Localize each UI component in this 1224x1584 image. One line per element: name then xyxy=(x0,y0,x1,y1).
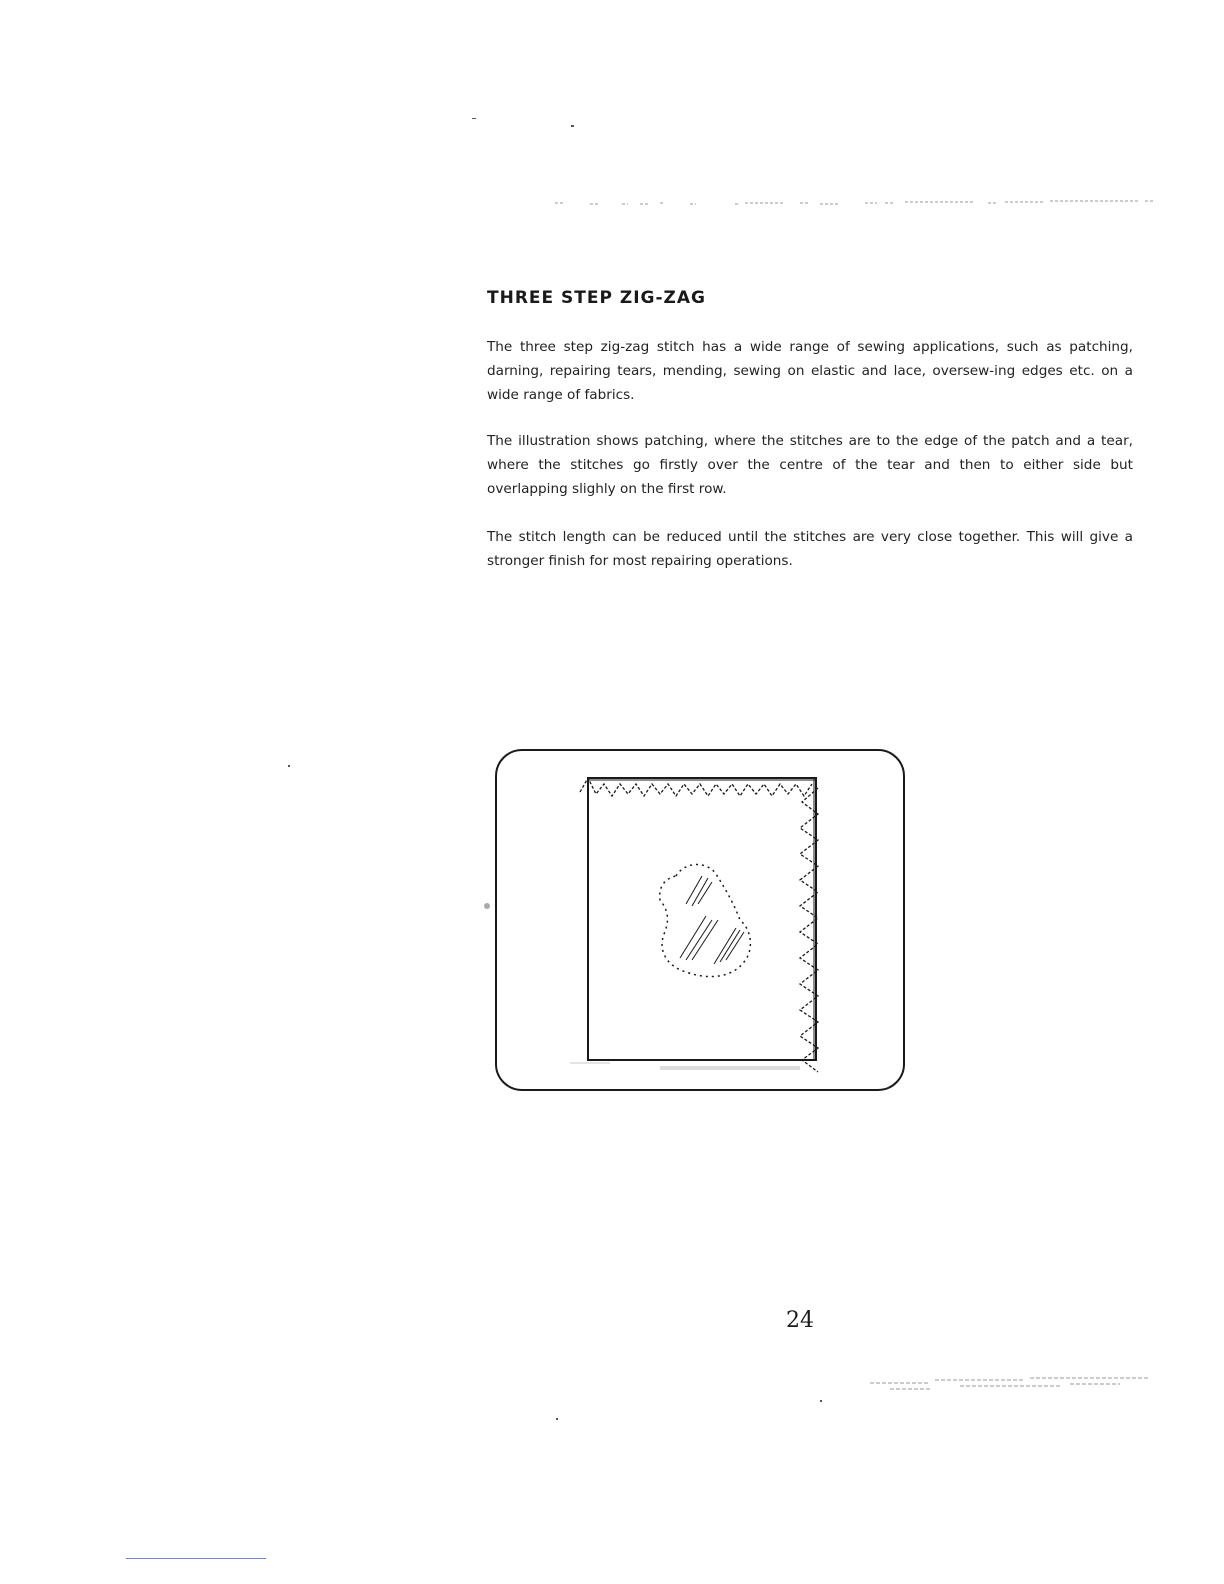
page-number: 24 xyxy=(786,1308,814,1333)
footer-rule xyxy=(126,1558,266,1559)
paragraph-illustration-description: The illustration shows patching, where the stitches are to the edge of the patch and a tear, where the stitches go firstly over the centre of the tear and then to either side but overlapping slighly on the first row. xyxy=(487,433,1133,497)
paragraph-stitch-length: The stitch length can be reduced until the stitches are very close together. This will give a stronger finish for most repairing operations. xyxy=(487,529,1133,569)
patch-with-tear-illustration xyxy=(490,744,910,1096)
patch-outline xyxy=(588,778,816,1060)
tear-outline xyxy=(660,865,751,977)
paragraph-applications: The three step zig-zag stitch has a wide range of sewing applications, such as patching, darning, repairing tears, mending, sewing on elastic and lace, oversew-ing edges etc. on a wide range of fabrics. xyxy=(487,339,1133,403)
top-zigzag-stitches xyxy=(580,778,812,796)
section-heading: THREE STEP ZIG-ZAG xyxy=(487,288,706,308)
tear-hatching xyxy=(680,876,744,964)
illustration-frame xyxy=(496,750,904,1090)
